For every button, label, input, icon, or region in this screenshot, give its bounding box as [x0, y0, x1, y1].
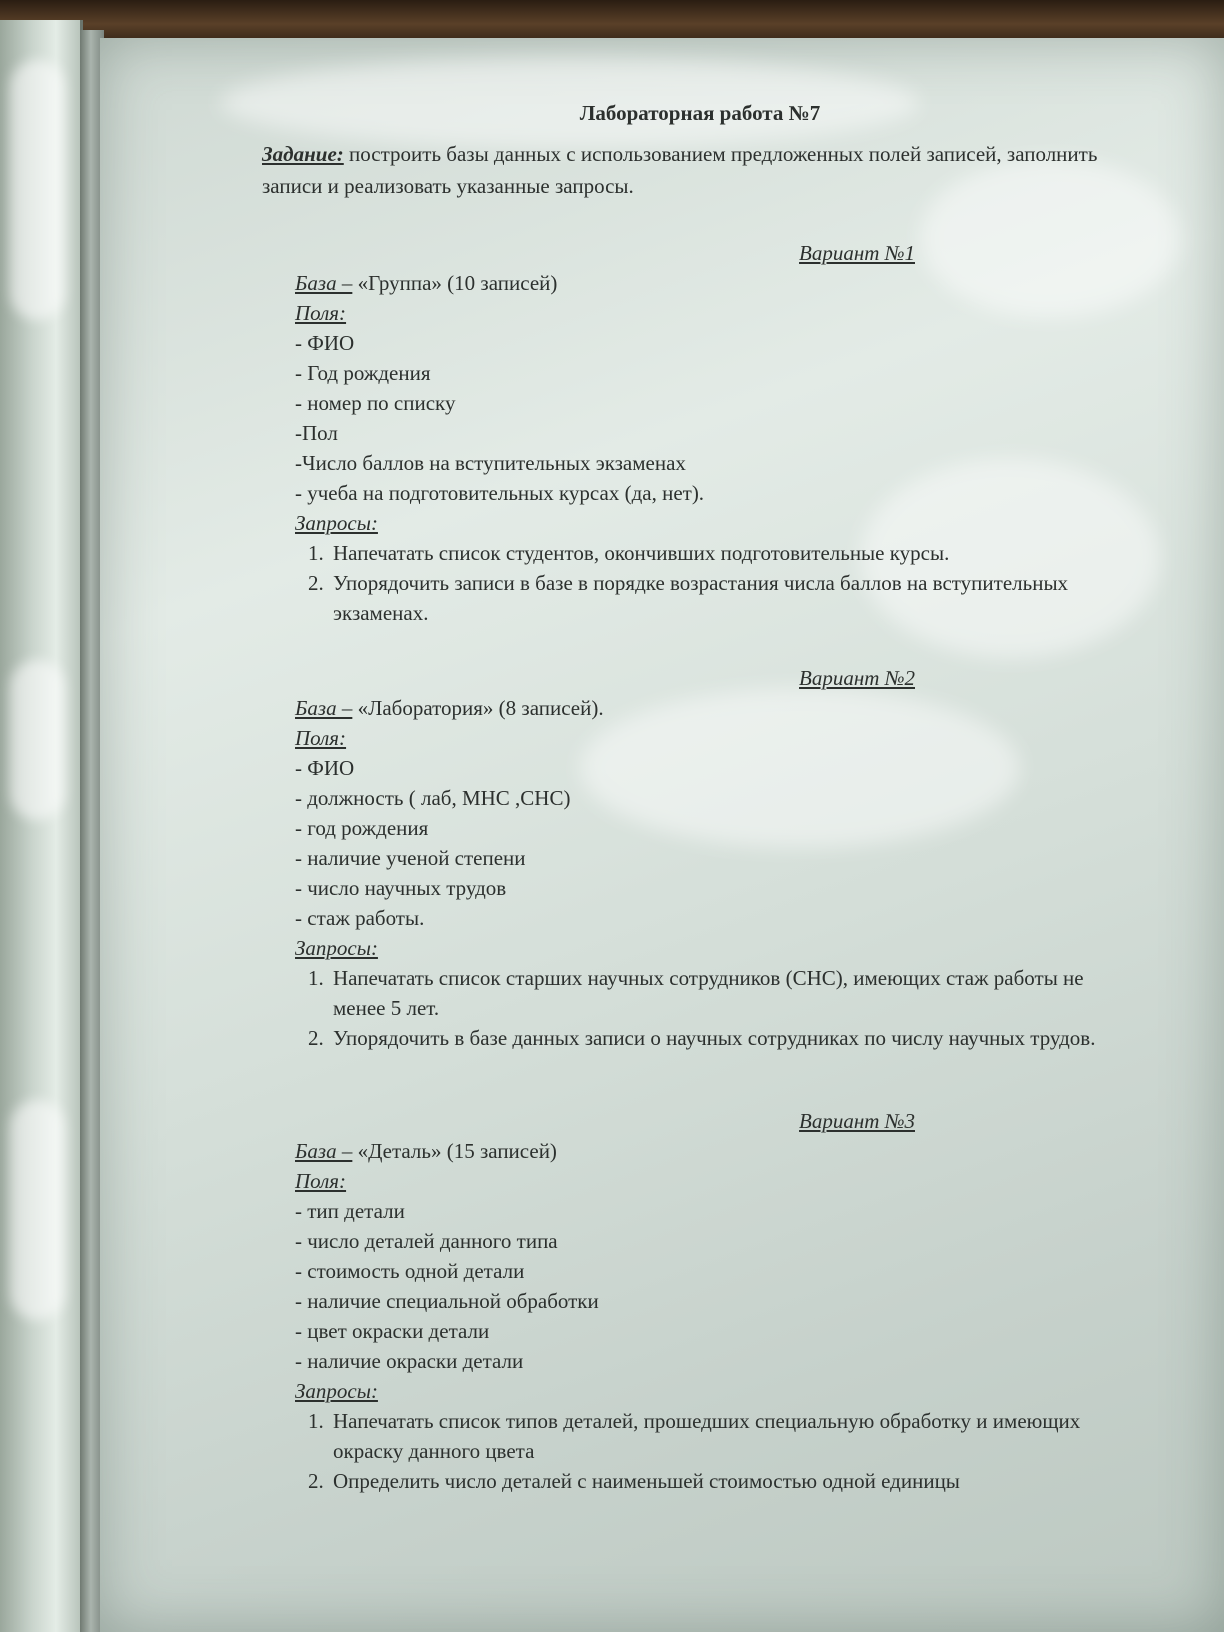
page-title: Лабораторная работа №7	[579, 101, 821, 125]
task-paragraph	[262, 138, 1112, 202]
field-item: - цвет окраски детали	[295, 1319, 490, 1343]
field-item: - год рождения	[295, 816, 429, 840]
variant-heading: Вариант №1	[799, 241, 915, 265]
glare	[10, 60, 65, 320]
base-label: База –	[295, 1139, 353, 1163]
document-text	[100, 38, 1224, 1632]
queries-list	[295, 963, 1125, 1053]
field-item: - стоимость одной детали	[295, 1259, 525, 1283]
field-item: -Число баллов на вступительных экзаменах	[295, 451, 686, 475]
query-item: 2. Упорядочить в базе данных записи о научных сотрудниках по числу научных трудов.	[329, 1023, 1125, 1053]
field-item: - ФИО	[295, 756, 355, 780]
query-item: 1. Напечатать список типов деталей, прошедших специальную обработку и имеющих окраску данного цвета	[329, 1406, 1125, 1466]
variant-heading: Вариант №3	[799, 1109, 915, 1133]
field-item: - стаж работы.	[295, 906, 425, 930]
query-item: 2. Упорядочить записи в базе в порядке возрастания числа баллов на вступительных экзаменах.	[329, 568, 1125, 628]
base-label: База –	[295, 271, 353, 295]
queries-label: Запросы:	[295, 1379, 378, 1403]
queries-label: Запросы:	[295, 936, 378, 960]
base-text: «Лаборатория» (8 записей).	[357, 696, 604, 720]
base-line	[295, 268, 1125, 298]
base-text: «Деталь» (15 записей)	[357, 1139, 557, 1163]
query-item: 1. Напечатать список студентов, окончивших подготовительные курсы.	[329, 538, 1125, 568]
query-item: 2. Определить число деталей с наименьшей стоимостью одной единицы	[329, 1466, 1125, 1496]
field-item: - должность ( лаб, МНС ,СНС)	[295, 786, 571, 810]
task-text: построить базы данных с использованием предложенных полей записей, заполнить записи и реализовать указанные запросы.	[262, 142, 1098, 198]
field-item: - наличие окраски детали	[295, 1349, 524, 1373]
desk-background	[0, 0, 1224, 40]
fields-label: Поля:	[295, 1169, 347, 1193]
task-label: Задание:	[262, 142, 344, 166]
glare	[10, 1100, 65, 1320]
queries-list	[295, 538, 1125, 628]
field-item: - учеба на подготовительных курсах (да, нет).	[295, 481, 705, 505]
field-item: - число деталей данного типа	[295, 1229, 558, 1253]
field-item: - тип детали	[295, 1199, 405, 1223]
field-item: - наличие ученой степени	[295, 846, 526, 870]
field-item: - число научных трудов	[295, 876, 507, 900]
base-text: «Группа» (10 записей)	[357, 271, 558, 295]
query-item: 1. Напечатать список старших научных сотрудников (СНС), имеющих стаж работы не менее 5 лет.	[329, 963, 1125, 1023]
base-label: База –	[295, 696, 353, 720]
base-line	[295, 693, 1125, 723]
field-item: -Пол	[295, 421, 338, 445]
left-binder-page	[0, 20, 83, 1632]
queries-list	[295, 1406, 1125, 1496]
glare	[10, 660, 65, 820]
variant-2	[295, 663, 1125, 1053]
document-sheet	[100, 38, 1224, 1632]
base-line	[295, 1136, 1125, 1166]
variant-3	[295, 1106, 1125, 1496]
field-item: - Год рождения	[295, 361, 431, 385]
field-item: - номер по списку	[295, 391, 456, 415]
variant-1	[295, 238, 1125, 628]
fields-label: Поля:	[295, 301, 347, 325]
fields-label: Поля:	[295, 726, 347, 750]
queries-label: Запросы:	[295, 511, 378, 535]
variant-heading: Вариант №2	[799, 666, 915, 690]
field-item: - ФИО	[295, 331, 355, 355]
field-item: - наличие специальной обработки	[295, 1289, 599, 1313]
